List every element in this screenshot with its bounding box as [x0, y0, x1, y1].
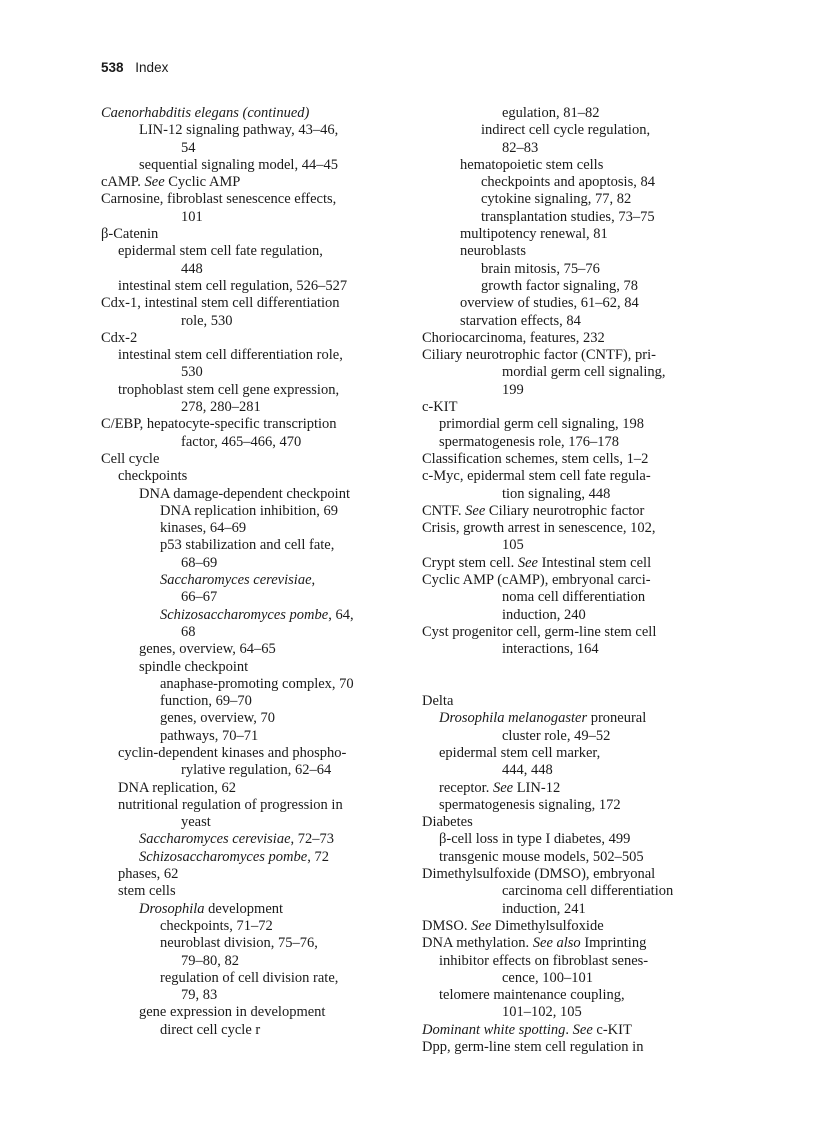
index-line [101, 970, 401, 987]
index-line [422, 935, 722, 952]
index-line [422, 295, 722, 312]
text: cence, 100–101 [502, 969, 593, 986]
index-line [422, 191, 722, 208]
italic-text: Dominant white spotting [422, 1021, 566, 1038]
index-line [422, 849, 722, 866]
text: growth factor signaling, 78 [481, 277, 639, 294]
index-line [422, 745, 722, 762]
index-line [101, 226, 401, 243]
text: , 72 [307, 848, 329, 865]
index-line [101, 607, 401, 624]
index-line [422, 831, 722, 848]
italic-text: Drosophila [139, 900, 205, 917]
italic-text: See [465, 502, 486, 519]
text: transplantation studies, 73–75 [481, 208, 655, 225]
text: genes, overview, 70 [160, 710, 276, 727]
index-line [101, 745, 401, 762]
text: Choriocarcinoma, features, 232 [422, 329, 605, 346]
index-line [101, 209, 401, 226]
index-line [422, 122, 722, 139]
text: induction, 240 [502, 606, 586, 623]
text: yeast [181, 814, 211, 831]
text: 68 [181, 623, 196, 640]
text: stem cells [118, 883, 176, 900]
text: 79, 83 [181, 987, 218, 1004]
text: DNA replication, 62 [118, 779, 236, 796]
italic-text: See [492, 779, 514, 796]
text: 79–80, 82 [181, 952, 239, 969]
index-line [101, 537, 401, 554]
text: 444, 448 [502, 762, 553, 779]
index-line [422, 503, 722, 520]
index-line [422, 883, 722, 900]
index-line [422, 468, 722, 485]
index-line [422, 347, 722, 364]
index-line [422, 555, 722, 572]
text: Delta [422, 693, 454, 710]
blank-line [422, 676, 722, 693]
index-line [101, 728, 401, 745]
text: Cell cycle [101, 450, 160, 467]
text: CNTF. [422, 502, 466, 519]
text: Cdx-1, intestinal stem cell differentiation [101, 295, 340, 312]
index-line [422, 797, 722, 814]
index-line [101, 122, 401, 139]
italic-text: Caenorhabditis elegans (continued) [101, 105, 310, 121]
index-line [422, 814, 722, 831]
text: c-KIT [592, 1021, 632, 1038]
text: Diabetes [422, 814, 473, 831]
index-line [422, 572, 722, 589]
text: regulation of cell division rate, [160, 969, 339, 986]
index-line [101, 918, 401, 935]
text: DNA damage-dependent checkpoint [139, 485, 350, 502]
index-line [422, 537, 722, 554]
index-line [101, 797, 401, 814]
text: 54 [181, 139, 196, 156]
text: , 64, [328, 606, 354, 623]
index-line [101, 659, 401, 676]
text: c-Myc, epidermal stem cell fate regula- [422, 468, 651, 485]
index-line [101, 1022, 401, 1039]
index-line [422, 486, 722, 503]
index-line [101, 849, 401, 866]
index-line [422, 399, 722, 416]
running-head: Index [135, 60, 169, 75]
index-line [101, 814, 401, 831]
index-line [422, 174, 722, 191]
index-line [422, 243, 722, 260]
text: indirect cell cycle regulation, [481, 122, 651, 139]
text: neuroblast division, 75–76, [160, 935, 318, 952]
text: primordial germ cell signaling, 198 [439, 416, 644, 433]
index-line [101, 399, 401, 416]
index-line [422, 330, 722, 347]
text: starvation effects, 84 [460, 312, 581, 329]
text: 82–83 [502, 139, 539, 156]
page-header [101, 60, 168, 75]
text: spindle checkpoint [139, 658, 249, 675]
index-line [101, 313, 401, 330]
text: DMSO. [422, 917, 472, 934]
text: 105 [502, 537, 524, 554]
text: Dimethylsulfoxide [491, 917, 604, 934]
index-line [101, 831, 401, 848]
text: Dpp, germ-line stem cell regulation in [422, 1039, 644, 1056]
text: cluster role, 49–52 [502, 727, 611, 744]
text: inhibitor effects on fibroblast senes- [439, 952, 649, 969]
index-line [422, 762, 722, 779]
text: Cdx-2 [101, 329, 138, 346]
index-line [101, 589, 401, 606]
text: pathways, 70–71 [160, 727, 259, 744]
text: Carnosine, fibroblast senescence effects, [101, 191, 337, 208]
italic-text: Saccharomyces cerevisiae [160, 572, 312, 589]
index-line [101, 641, 401, 658]
text: Ciliary neurotrophic factor [485, 502, 645, 519]
index-line [101, 676, 401, 693]
index-line [101, 347, 401, 364]
index-line [101, 866, 401, 883]
index-line [101, 451, 401, 468]
text: kinases, 64–69 [160, 520, 247, 537]
text: 66–67 [181, 589, 218, 606]
text: cAMP. [101, 174, 145, 191]
text: Cyst progenitor cell, germ-line stem cell [422, 623, 657, 640]
text: intestinal stem cell differentiation role, [118, 347, 343, 364]
italic-text: See [144, 174, 165, 191]
index-line [422, 157, 722, 174]
index-line [101, 278, 401, 295]
text: cytokine signaling, 77, 82 [481, 191, 632, 208]
index-line [101, 624, 401, 641]
text: development [204, 900, 284, 917]
index-line [422, 624, 722, 641]
text: Crisis, growth arrest in senescence, 102, [422, 520, 656, 537]
text: factor, 465–466, 470 [181, 433, 302, 450]
index-line [101, 416, 401, 433]
text: c-KIT [422, 399, 458, 416]
index-line [101, 434, 401, 451]
text: 101–102, 105 [502, 1004, 582, 1021]
index-line [422, 953, 722, 970]
text: egulation, 81–82 [502, 105, 600, 121]
text: Ciliary neurotrophic factor (CNTF), pri- [422, 347, 656, 364]
text: β-cell loss in type I diabetes, 499 [439, 831, 631, 848]
text: direct cell cycle r [160, 1021, 261, 1038]
index-line [422, 261, 722, 278]
text: trophoblast stem cell gene expression, [118, 381, 340, 398]
index-line [101, 174, 401, 191]
text: receptor. [439, 779, 493, 796]
index-line [422, 607, 722, 624]
text: carcinoma cell differentiation [502, 883, 674, 900]
index-line [101, 901, 401, 918]
index-line [101, 520, 401, 537]
italic-text: See [572, 1021, 593, 1038]
text: β-Catenin [101, 226, 159, 243]
blank-line [422, 659, 722, 676]
text: telomere maintenance coupling, [439, 987, 625, 1004]
text: noma cell differentiation [502, 589, 646, 606]
text: Classification schemes, stem cells, 1–2 [422, 450, 649, 467]
text: phases, 62 [118, 866, 179, 883]
text: function, 69–70 [160, 693, 252, 710]
text: epidermal stem cell fate regulation, [118, 243, 323, 260]
index-line [422, 416, 722, 433]
text: genes, overview, 64–65 [139, 641, 276, 658]
text: Intestinal stem cell [537, 554, 652, 571]
index-line [101, 953, 401, 970]
index-line [422, 1022, 722, 1039]
text: 199 [502, 381, 524, 398]
text: 68–69 [181, 554, 218, 571]
index-line [422, 226, 722, 243]
index-line [422, 987, 722, 1004]
text: 530 [181, 364, 203, 381]
text: interactions, 164 [502, 641, 599, 658]
text: multipotency renewal, 81 [460, 226, 608, 243]
text: nutritional regulation of progression in [118, 796, 343, 813]
text: induction, 241 [502, 900, 586, 917]
index-line [101, 295, 401, 312]
text: p53 stabilization and cell fate, [160, 537, 335, 554]
text: , [311, 572, 316, 589]
index-line [101, 486, 401, 503]
italic-text: Drosophila melanogaster [439, 710, 588, 727]
index-line [422, 641, 722, 658]
text: rylative regulation, 62–64 [181, 762, 332, 779]
index-line [422, 866, 722, 883]
index-line [422, 140, 722, 157]
index-line [422, 434, 722, 451]
index-line [101, 572, 401, 589]
text: hematopoietic stem cells [460, 156, 604, 173]
index-line [422, 278, 722, 295]
index-line [422, 1039, 722, 1056]
text: transgenic mouse models, 502–505 [439, 848, 644, 865]
index-line [101, 105, 401, 122]
index-line [101, 503, 401, 520]
index-line [422, 901, 722, 918]
text: 278, 280–281 [181, 399, 261, 416]
text: 101 [181, 208, 203, 225]
text: Crypt stem cell. [422, 554, 518, 571]
index-line [422, 364, 722, 381]
index-line [101, 762, 401, 779]
index-line [101, 883, 401, 900]
index-line [101, 987, 401, 1004]
text: spermatogenesis role, 176–178 [439, 433, 620, 450]
text: , 72–73 [290, 831, 335, 848]
italic-text: See also [532, 935, 581, 952]
text: Cyclic AMP [164, 174, 241, 191]
index-line [101, 382, 401, 399]
index-line [422, 1004, 722, 1021]
index-line [422, 105, 722, 122]
index-line [422, 918, 722, 935]
index-line [422, 520, 722, 537]
index-line [101, 555, 401, 572]
italic-text: Schizosaccharomyces pombe [139, 848, 308, 865]
text: neuroblasts [460, 243, 527, 260]
index-line [101, 364, 401, 381]
page-number: 538 [101, 60, 124, 75]
index-line [422, 382, 722, 399]
text: . [565, 1021, 573, 1038]
text: 448 [181, 260, 203, 277]
index-line [422, 451, 722, 468]
index-column-left [101, 105, 401, 1039]
text: C/EBP, hepatocyte-specific transcription [101, 416, 337, 433]
text: checkpoints, 71–72 [160, 917, 273, 934]
text: anaphase-promoting complex, 70 [160, 675, 354, 692]
index-line [101, 468, 401, 485]
index-line [101, 140, 401, 157]
text: gene expression in development [139, 1004, 326, 1021]
text: Imprinting [580, 935, 647, 952]
index-line [101, 243, 401, 260]
index-line [422, 970, 722, 987]
text: LIN-12 [513, 779, 561, 796]
italic-text: See [471, 917, 492, 934]
text: tion signaling, 448 [502, 485, 611, 502]
index-line [422, 209, 722, 226]
text: sequential signaling model, 44–45 [139, 156, 338, 173]
text: role, 530 [181, 312, 233, 329]
index-line [101, 157, 401, 174]
index-line [101, 261, 401, 278]
index-line [101, 935, 401, 952]
italic-text: Saccharomyces cerevisiae [139, 831, 291, 848]
text: proneural [587, 710, 647, 727]
text: brain mitosis, 75–76 [481, 260, 600, 277]
text: checkpoints [118, 468, 188, 485]
text: DNA methylation. [422, 935, 533, 952]
index-column-right [422, 105, 722, 1056]
text: checkpoints and apoptosis, 84 [481, 174, 655, 191]
italic-text: Schizosaccharomyces pombe [160, 606, 329, 623]
text: Dimethylsulfoxide (DMSO), embryonal [422, 866, 656, 883]
text: epidermal stem cell marker, [439, 744, 601, 761]
index-line [422, 780, 722, 797]
index-line [101, 1004, 401, 1021]
index-line [101, 710, 401, 727]
text: Cyclic AMP (cAMP), embryonal carci- [422, 572, 651, 589]
index-line [422, 728, 722, 745]
text: DNA replication inhibition, 69 [160, 502, 339, 519]
index-line [101, 330, 401, 347]
italic-text: See [517, 554, 538, 571]
text: mordial germ cell signaling, [502, 364, 666, 381]
text: intestinal stem cell regulation, 526–527 [118, 277, 348, 294]
index-line [422, 693, 722, 710]
index-line [422, 589, 722, 606]
index-line [101, 191, 401, 208]
index-line [101, 780, 401, 797]
text: cyclin-dependent kinases and phospho- [118, 744, 347, 761]
text: overview of studies, 61–62, 84 [460, 295, 639, 312]
text: LIN-12 signaling pathway, 43–46, [139, 122, 339, 139]
index-line [422, 710, 722, 727]
index-line [101, 693, 401, 710]
index-line [422, 313, 722, 330]
text: spermatogenesis signaling, 172 [439, 796, 621, 813]
